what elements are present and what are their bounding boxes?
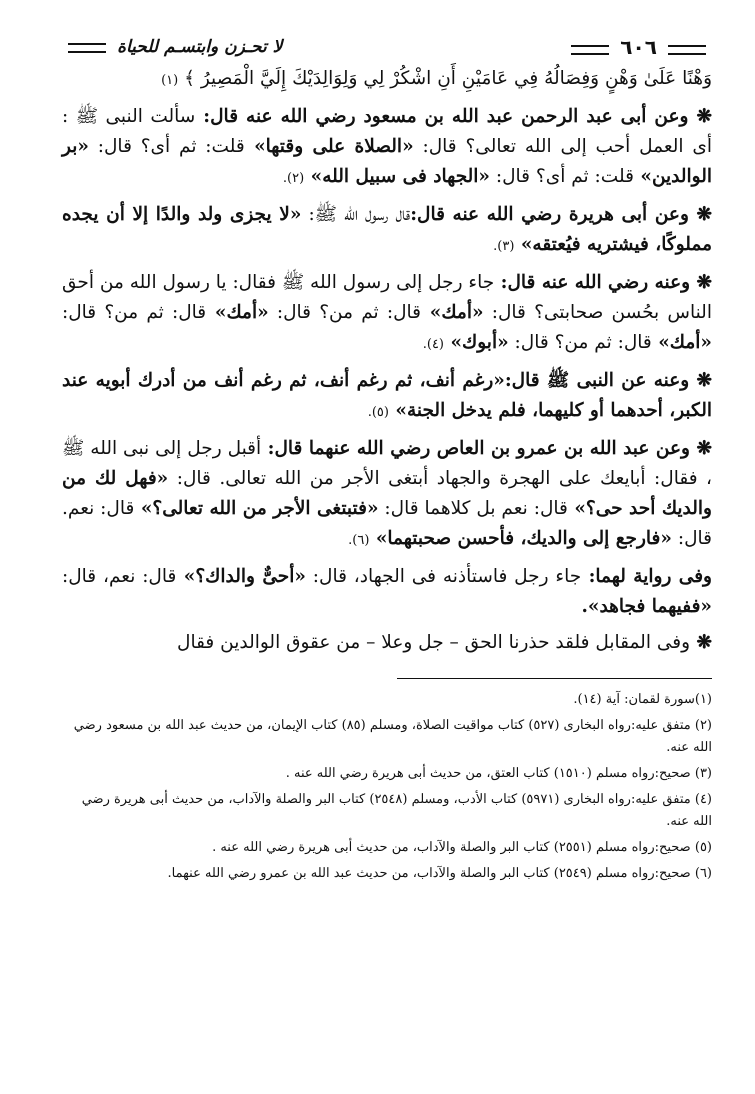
text-run: «فتبتغى الأجر من الله تعالى؟»: [134, 498, 379, 519]
page-number: ٦٠٦: [620, 35, 657, 59]
text-run: قلت: ثم أى؟ قال:: [88, 136, 245, 157]
text-run: ❋: [690, 632, 712, 653]
text-run: ❋: [688, 204, 712, 225]
book-title-group: [62, 37, 282, 57]
text-run: جاء رجل إلى رسول الله ﷺ فقال: يا رسول الله من أحق الناس بحُسن صحابتى؟ قال:: [62, 272, 712, 323]
footnote-ref: (٤).: [422, 337, 444, 352]
paragraph: [62, 562, 712, 622]
text-run: «الجهاد فى سبيل الله»: [304, 166, 490, 187]
text-run: وعن أبى هريرة رضي الله عنه قال:: [410, 204, 689, 225]
paragraph: [62, 102, 712, 194]
paragraph: [62, 628, 712, 658]
text-run: قال: ثم من؟ قال:: [62, 302, 207, 323]
footnote-ref: (١): [161, 73, 179, 88]
text-run: «فارجع إلى والديك، فأحسن صحبتهما»: [369, 528, 672, 549]
paragraph: [62, 268, 712, 360]
footnote: (٦) صحيح:رواه مسلم (٢٥٤٩) كتاب البر والصلة والآداب، من حديث عبد الله بن عمرو رضي الله عنهما.: [167, 866, 712, 881]
text-run: «أبوك»: [444, 332, 509, 353]
text-run: ❋: [688, 106, 712, 127]
footnote-ref: (٢).: [282, 171, 305, 186]
footnote: (٣) صحيح:رواه مسلم (١٥١٠) كتاب العتق، من حديث أبى هريرة رضي الله عنه .: [285, 766, 712, 781]
text-run: «بر الوالدين»: [62, 136, 712, 187]
text-run: ❋: [689, 370, 712, 391]
book-title: لا تحـزن وابتسـم للحياة: [117, 37, 283, 57]
text-run: «رغم أنف، ثم رغم أنف، ثم رغم أنف من أدرك أبويه عند الكبر، أحدهما أو كليهما، فلم يدخل الجنة»: [62, 370, 712, 421]
text-run: قال: ثم من؟ قال:: [508, 332, 652, 353]
page-header: [62, 30, 712, 64]
text-run: قال: نعم بل كلاهما قال:: [378, 498, 568, 519]
text-run: سألت النبى ﷺ : أى العمل أحب إلى الله تعالى؟ قال:: [62, 106, 712, 157]
footnote: (٥) صحيح:رواه مسلم (٢٥٥١) كتاب البر والصلة والآداب، من حديث أبى هريرة رضي الله عنه .: [212, 840, 712, 855]
text-run: أقبل رجل إلى نبى الله ﷺ ، فقال: أبايعك على الهجرة والجهاد أبتغى الأجر من الله تعالى. قال:: [62, 438, 713, 489]
header-rule: [571, 45, 609, 55]
footnote-ref: (٦).: [348, 533, 370, 548]
text-run: وعنه عن النبى ﷺ قال:: [504, 370, 690, 391]
text-run: «أمك»: [421, 302, 484, 323]
footnote: (٤) متفق عليه:رواه البخارى (٥٩٧١) كتاب الأدب، ومسلم (٢٥٤٨) كتاب البر والصلة والآداب، من حديث أبى هريرة رضي الله عنه.: [81, 792, 712, 829]
paragraph: [62, 366, 712, 428]
text-run: وعن عبد الله بن عمرو بن العاص رضي الله عنهما قال:: [261, 438, 690, 459]
text-run: وَهْنًا عَلَىٰ وَهْنٍ وَفِصَالُهُ فِي عَامَيْنِ أَنِ اشْكُرْ لِي وَلِوَالِدَيْكَ إِلَيَّ الْمَصِيرُ ﴾: [178, 68, 712, 89]
text-run: «ففيهما فجاهد».: [581, 596, 712, 617]
footnote-ref: (٥).: [367, 405, 389, 420]
paragraph: [62, 64, 712, 96]
main-text: [62, 64, 712, 658]
text-run: «الصلاة على وقتها»: [244, 136, 414, 157]
footnote-separator: [397, 678, 712, 679]
text-run: وفى المقابل فلقد حذرنا الحق – جل وعلا – من عقوق الوالدين فقال: [177, 632, 691, 653]
text-run: قال رسول الله ﷺ:: [301, 204, 411, 225]
footnote: (١)سورة لقمان: آية (١٤).: [573, 692, 712, 707]
text-run: «أمك»: [651, 332, 712, 353]
text-run: وفى رواية لهما:: [581, 566, 712, 587]
text-run: قال: نعم. قال:: [62, 498, 712, 549]
text-run: «فهل لك من والديك أحد حى؟»: [62, 468, 712, 519]
text-run: «لا يجزى ولد والدًا إلا أن يجده مملوكًا، فيشتريه فيُعتقه»: [62, 204, 712, 255]
paragraph: [62, 434, 712, 556]
text-run: قلت: ثم أى؟ قال:: [489, 166, 634, 187]
header-rule: [68, 43, 106, 53]
footnotes: [62, 689, 712, 885]
text-run: قال: ثم من؟ قال:: [268, 302, 422, 323]
book-page: [62, 30, 712, 889]
footnote-ref: (٣).: [493, 239, 515, 254]
text-run: وعن أبى عبد الرحمن عبد الله بن مسعود رضي الله عنه قال:: [195, 106, 689, 127]
text-run: ❋: [690, 272, 712, 293]
text-run: «أمك»: [206, 302, 269, 323]
text-run: وعنه رضي الله عنه قال:: [494, 272, 691, 293]
text-run: «أحىٌّ والداك؟»: [176, 566, 306, 587]
text-run: ❋: [689, 438, 712, 459]
header-rule: [668, 45, 706, 55]
text-run: قال: نعم، قال:: [62, 566, 177, 587]
paragraph: [62, 200, 712, 262]
text-run: جاء رجل فاستأذنه فى الجهاد، قال:: [305, 566, 582, 587]
footnote: (٢) متفق عليه:رواه البخارى (٥٢٧) كتاب مواقيت الصلاة، ومسلم (٨٥) كتاب الإيمان، من حديث عبد الله بن مسعود رضي الله عنه.: [73, 718, 712, 755]
page-number-group: [565, 35, 712, 59]
